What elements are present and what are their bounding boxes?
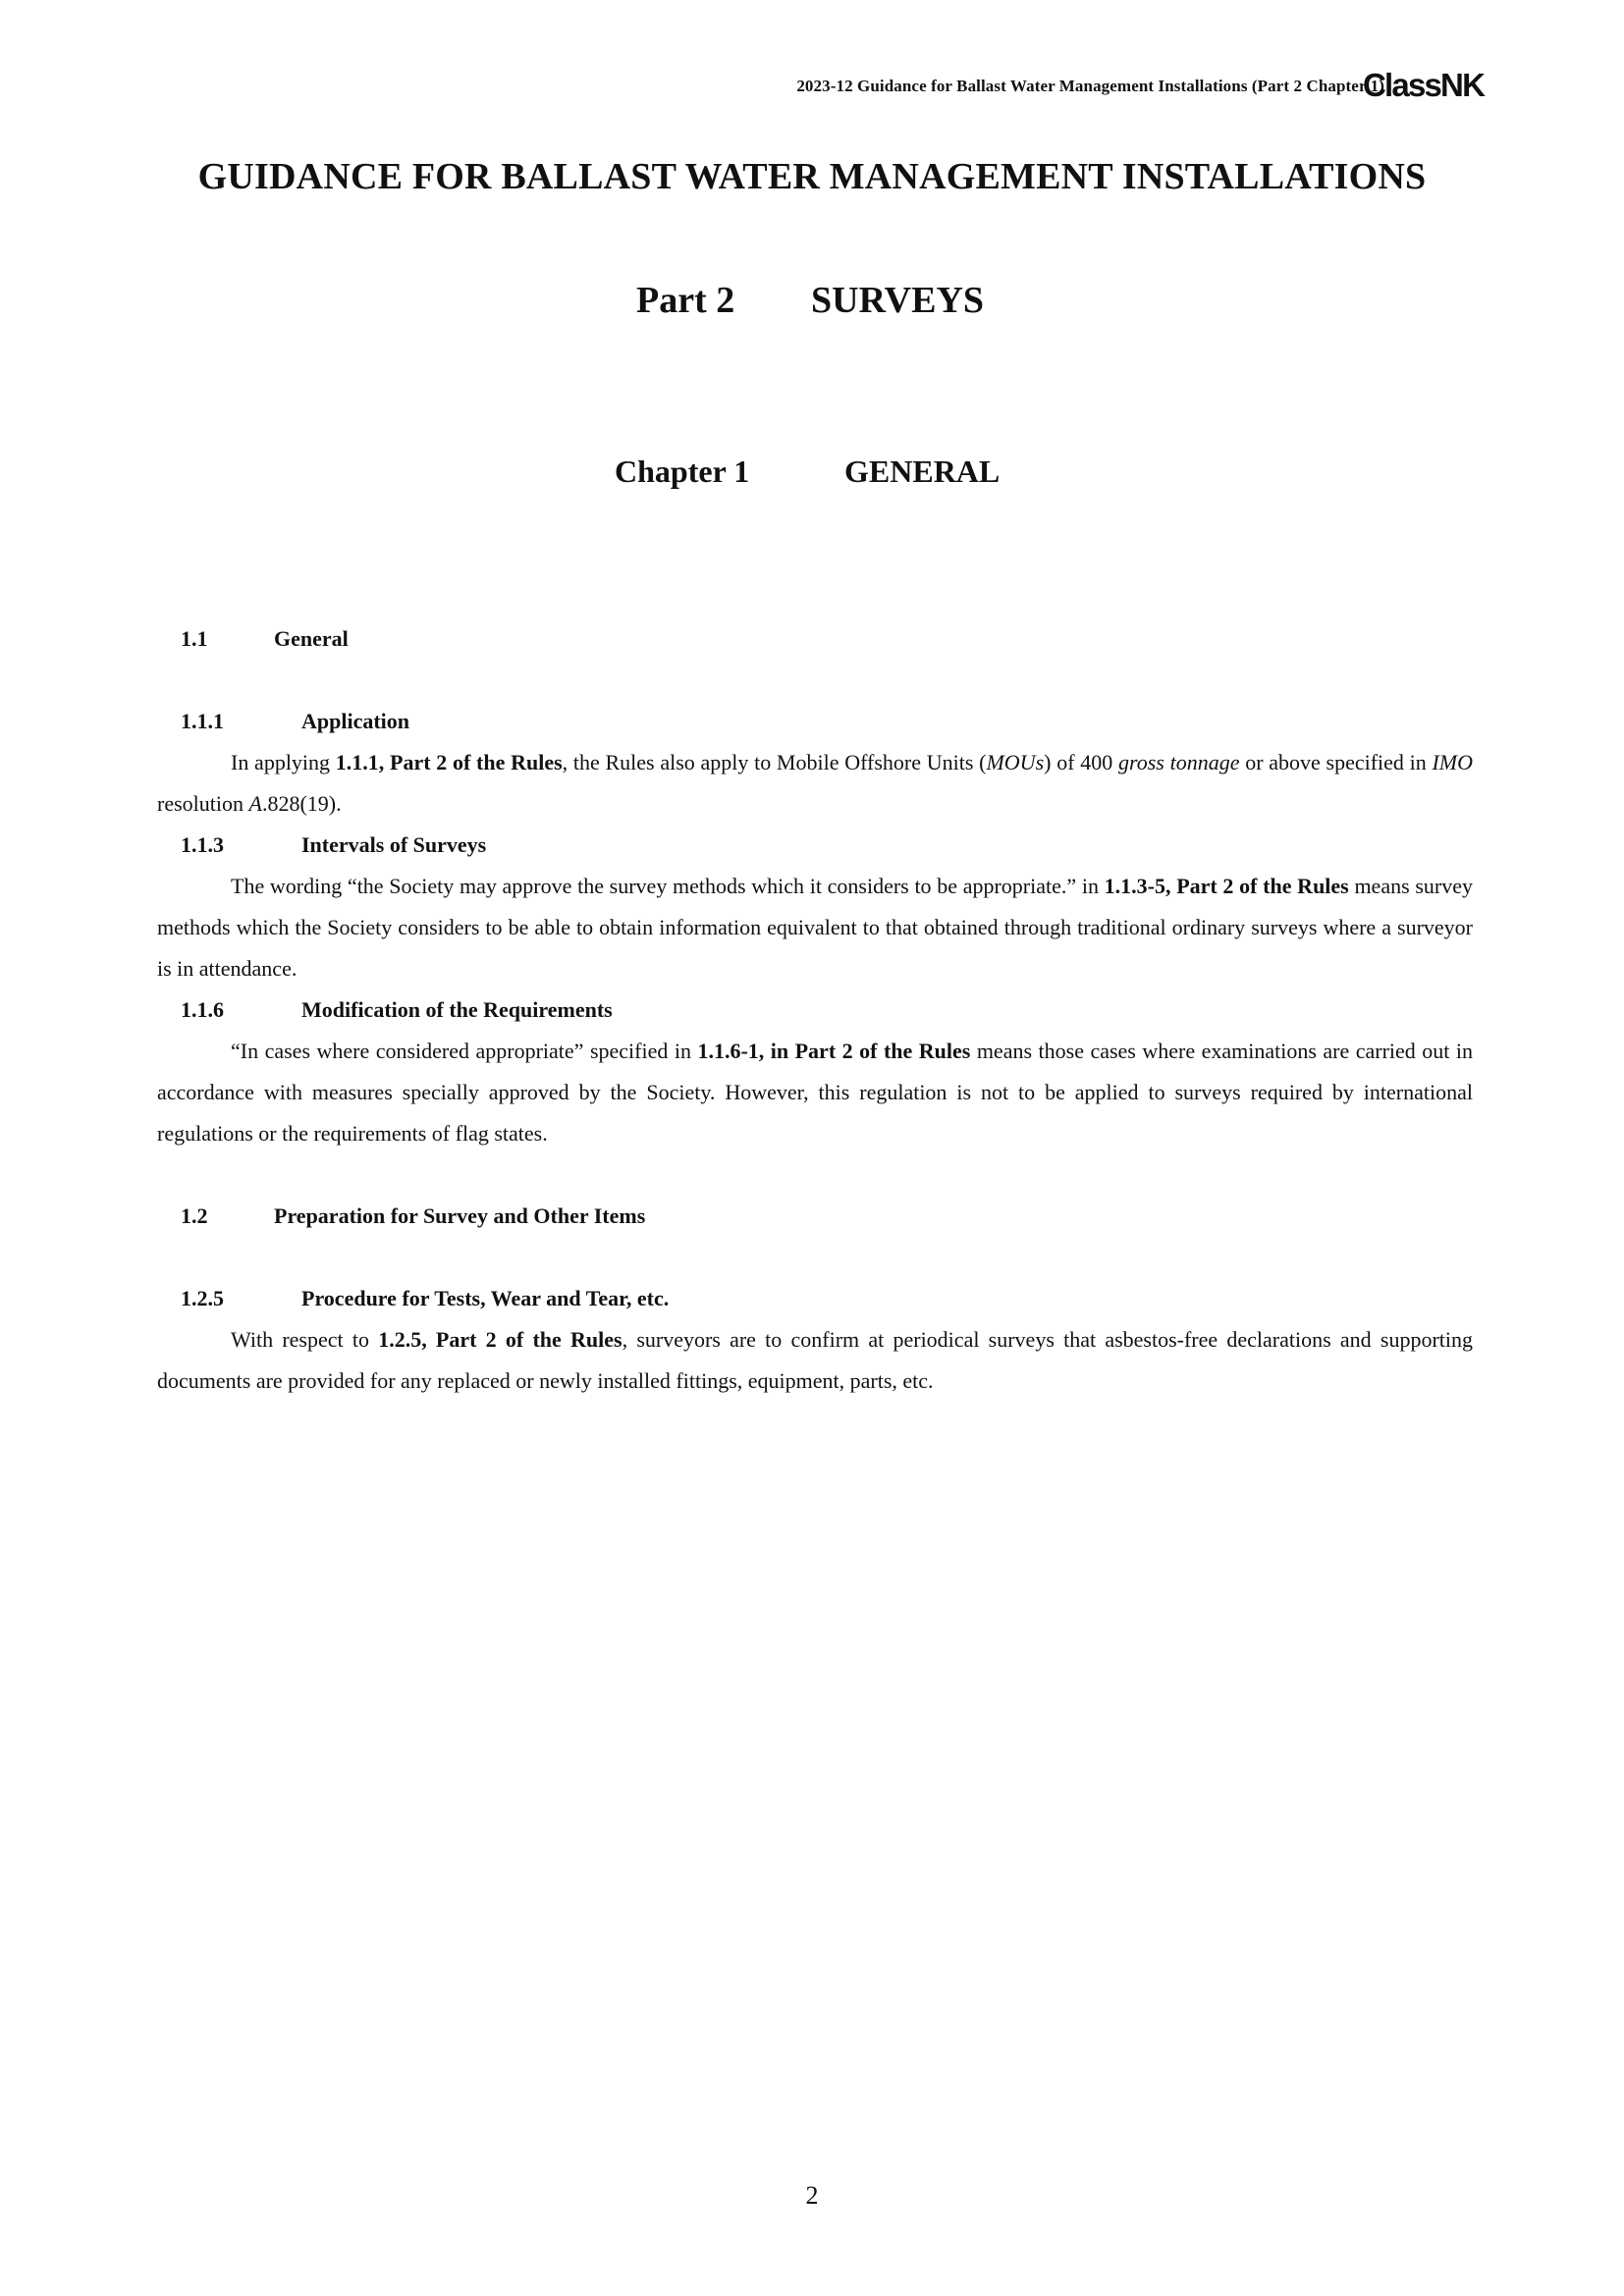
section-title: Intervals of Surveys [301,832,487,857]
section-number: 1.1.1 [181,709,224,733]
section-title: General [274,626,349,651]
rule-reference: 1.1.1, Part 2 of the Rules [335,750,563,774]
paragraph-1-1-3 [157,866,1473,989]
page-number: 2 [805,2181,819,2210]
section-title: Procedure for Tests, Wear and Tear, etc. [301,1286,670,1310]
part-number: Part 2 [636,280,735,321]
running-header: 2023-12 Guidance for Ballast Water Management Installations (Part 2 Chapter 1) [796,77,1384,95]
text-run: The wording “the Society may approve the survey methods which it considers to be appropriate.” in [231,874,1105,898]
section-title: Modification of the Requirements [301,997,613,1022]
text-run: means those cases where examinations are carried out in accordance with measures specially approved by the Society. However, this regulation is not to be applied to surveys required by international regulations or the requirements of flag states. [157,1039,1474,1146]
text-run: , surveyors are to confirm at periodical surveys that asbestos-free declarations and supporting documents are provided for any replaced or newly installed fittings, equipment, parts, etc. [157,1327,1474,1393]
text-run: .828(19). [261,791,342,816]
part-heading [636,279,984,322]
section-number: 1.1 [181,626,208,651]
chapter-number: Chapter 1 [615,454,750,489]
chapter-title: GENERAL [844,454,1001,489]
text-run: ) of 400 [1044,750,1118,774]
rule-reference: 1.1.3-5, Part 2 of the Rules [1104,874,1349,898]
section-number: 1.2 [181,1203,208,1228]
section-title: Preparation for Survey and Other Items [274,1203,646,1228]
italic-term: IMO [1432,750,1474,774]
text-run: , the Rules also apply to Mobile Offshore Units ( [562,750,987,774]
section-heading-1-2 [181,1203,645,1229]
section-heading-1-1-6 [181,997,613,1023]
chapter-heading [615,454,1000,490]
section-heading-1-1 [181,626,349,652]
text-run: “In cases where considered appropriate” specified in [231,1039,698,1063]
paragraph-1-1-6 [157,1031,1473,1154]
text-run: In applying [231,750,336,774]
section-number: 1.2.5 [181,1286,224,1310]
section-number: 1.1.6 [181,997,224,1022]
part-title: SURVEYS [811,280,985,321]
italic-term: MOUs [986,750,1045,774]
section-heading-1-1-1 [181,709,409,734]
section-heading-1-1-3 [181,832,486,858]
text-run: With respect to [231,1327,379,1352]
text-run: means survey methods which the Society considers to be able to obtain information equivalent to that obtained through traditional ordinary surveys where a surveyor is in attendance. [157,874,1474,981]
section-title: Application [301,709,410,733]
italic-term: gross tonnage [1117,750,1240,774]
rule-reference: 1.2.5, Part 2 of the Rules [378,1327,623,1352]
text-run: resolution [157,791,249,816]
italic-term: A [248,791,262,816]
section-number: 1.1.3 [181,832,224,857]
paragraph-1-2-5 [157,1319,1473,1402]
section-heading-1-2-5 [181,1286,669,1311]
document-title: GUIDANCE FOR BALLAST WATER MANAGEMENT INSTALLATIONS [197,156,1427,197]
paragraph-1-1-1 [157,742,1473,825]
rule-reference: 1.1.6-1, in Part 2 of the Rules [697,1039,971,1063]
text-run: or above specified in [1239,750,1433,774]
classnk-logo: ClassNK [1363,67,1485,103]
